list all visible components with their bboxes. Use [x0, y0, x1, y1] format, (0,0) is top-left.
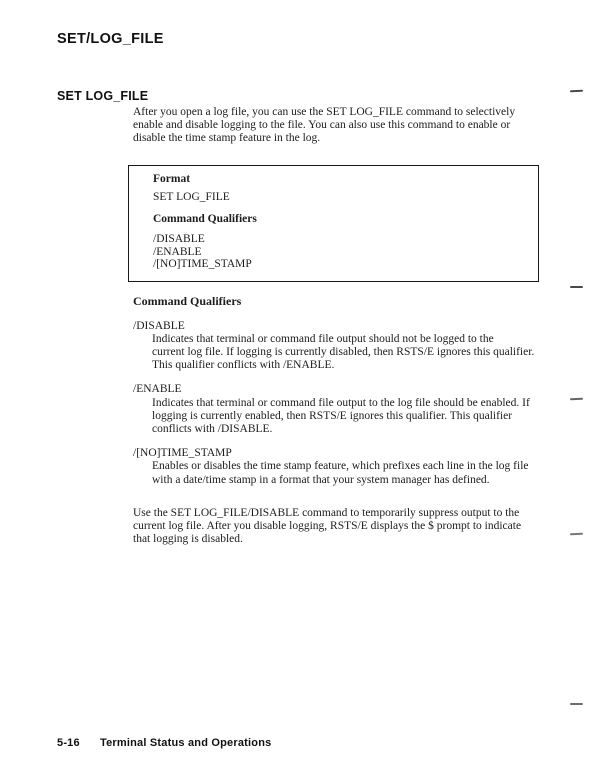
description-line: Indicates that terminal or command file output should not be logged to the [152, 332, 494, 345]
description-line: logging is currently enabled, then RSTS/E ignores this qualifier. This qualifier [152, 409, 513, 422]
qualifier-description [152, 333, 542, 373]
closing-line: that logging is disabled. [133, 533, 243, 546]
description-line: current log file. If logging is currently disabled, then RSTS/E ignores this qualifier. [152, 346, 535, 359]
format-qualifier: /ENABLE [153, 245, 202, 258]
format-command: SET LOG_FILE [153, 190, 230, 203]
format-qualifiers-label: Command Qualifiers [153, 213, 257, 226]
intro-line: disable the time stamp feature in the log. [133, 132, 321, 145]
description-line: with a date/time stamp in a format that your system manager has defined. [152, 473, 490, 486]
page-number: 5-16 [57, 737, 80, 749]
qualifier-description [152, 397, 542, 437]
format-label: Format [153, 172, 191, 185]
chapter-title: Terminal Status and Operations [100, 737, 272, 749]
format-qualifier: /DISABLE [153, 233, 205, 246]
qualifier-entry-time-stamp [133, 447, 542, 487]
format-box [128, 165, 539, 283]
description-line: Indicates that terminal or command file output to the log file should be enabled. If [152, 396, 530, 409]
closing-paragraph [133, 507, 542, 547]
qualifier-description [152, 460, 542, 486]
change-bar-mark [570, 90, 583, 93]
page-footer [57, 737, 271, 749]
closing-line: current log file. After you disable logging, RSTS/E displays the $ prompt to indicate [133, 520, 522, 533]
closing-line: Use the SET LOG_FILE/DISABLE command to temporarily suppress output to the [133, 506, 520, 519]
page-content [128, 106, 542, 546]
running-header: SET/LOG_FILE [57, 31, 164, 47]
intro-line: After you open a log file, you can use the SET LOG_FILE command to selectively [133, 106, 516, 118]
change-bar-mark [570, 398, 583, 400]
description-line: This qualifier conflicts with /ENABLE. [152, 359, 335, 372]
qualifier-term: /[NO]TIME_STAMP [133, 447, 232, 460]
description-line: Enables or disables the time stamp feature, which prefixes each line in the log file [152, 460, 529, 473]
qualifier-term: /DISABLE [133, 319, 185, 332]
change-bar-mark [570, 533, 583, 535]
intro-line: enable and disable logging to the file. You can also use this command to enable or [133, 119, 511, 132]
format-qualifier: /[NO]TIME_STAMP [153, 258, 252, 271]
command-qualifiers-heading: Command Qualifiers [133, 294, 242, 309]
section-title: SET LOG_FILE [57, 89, 149, 103]
description-line: conflicts with /DISABLE. [152, 423, 273, 436]
qualifier-entry-disable [133, 320, 542, 373]
qualifier-entry-enable [133, 383, 542, 436]
qualifier-term: /ENABLE [133, 383, 182, 396]
change-bar-mark [570, 703, 583, 705]
change-bar-mark [570, 286, 583, 288]
intro-paragraph [133, 106, 542, 146]
